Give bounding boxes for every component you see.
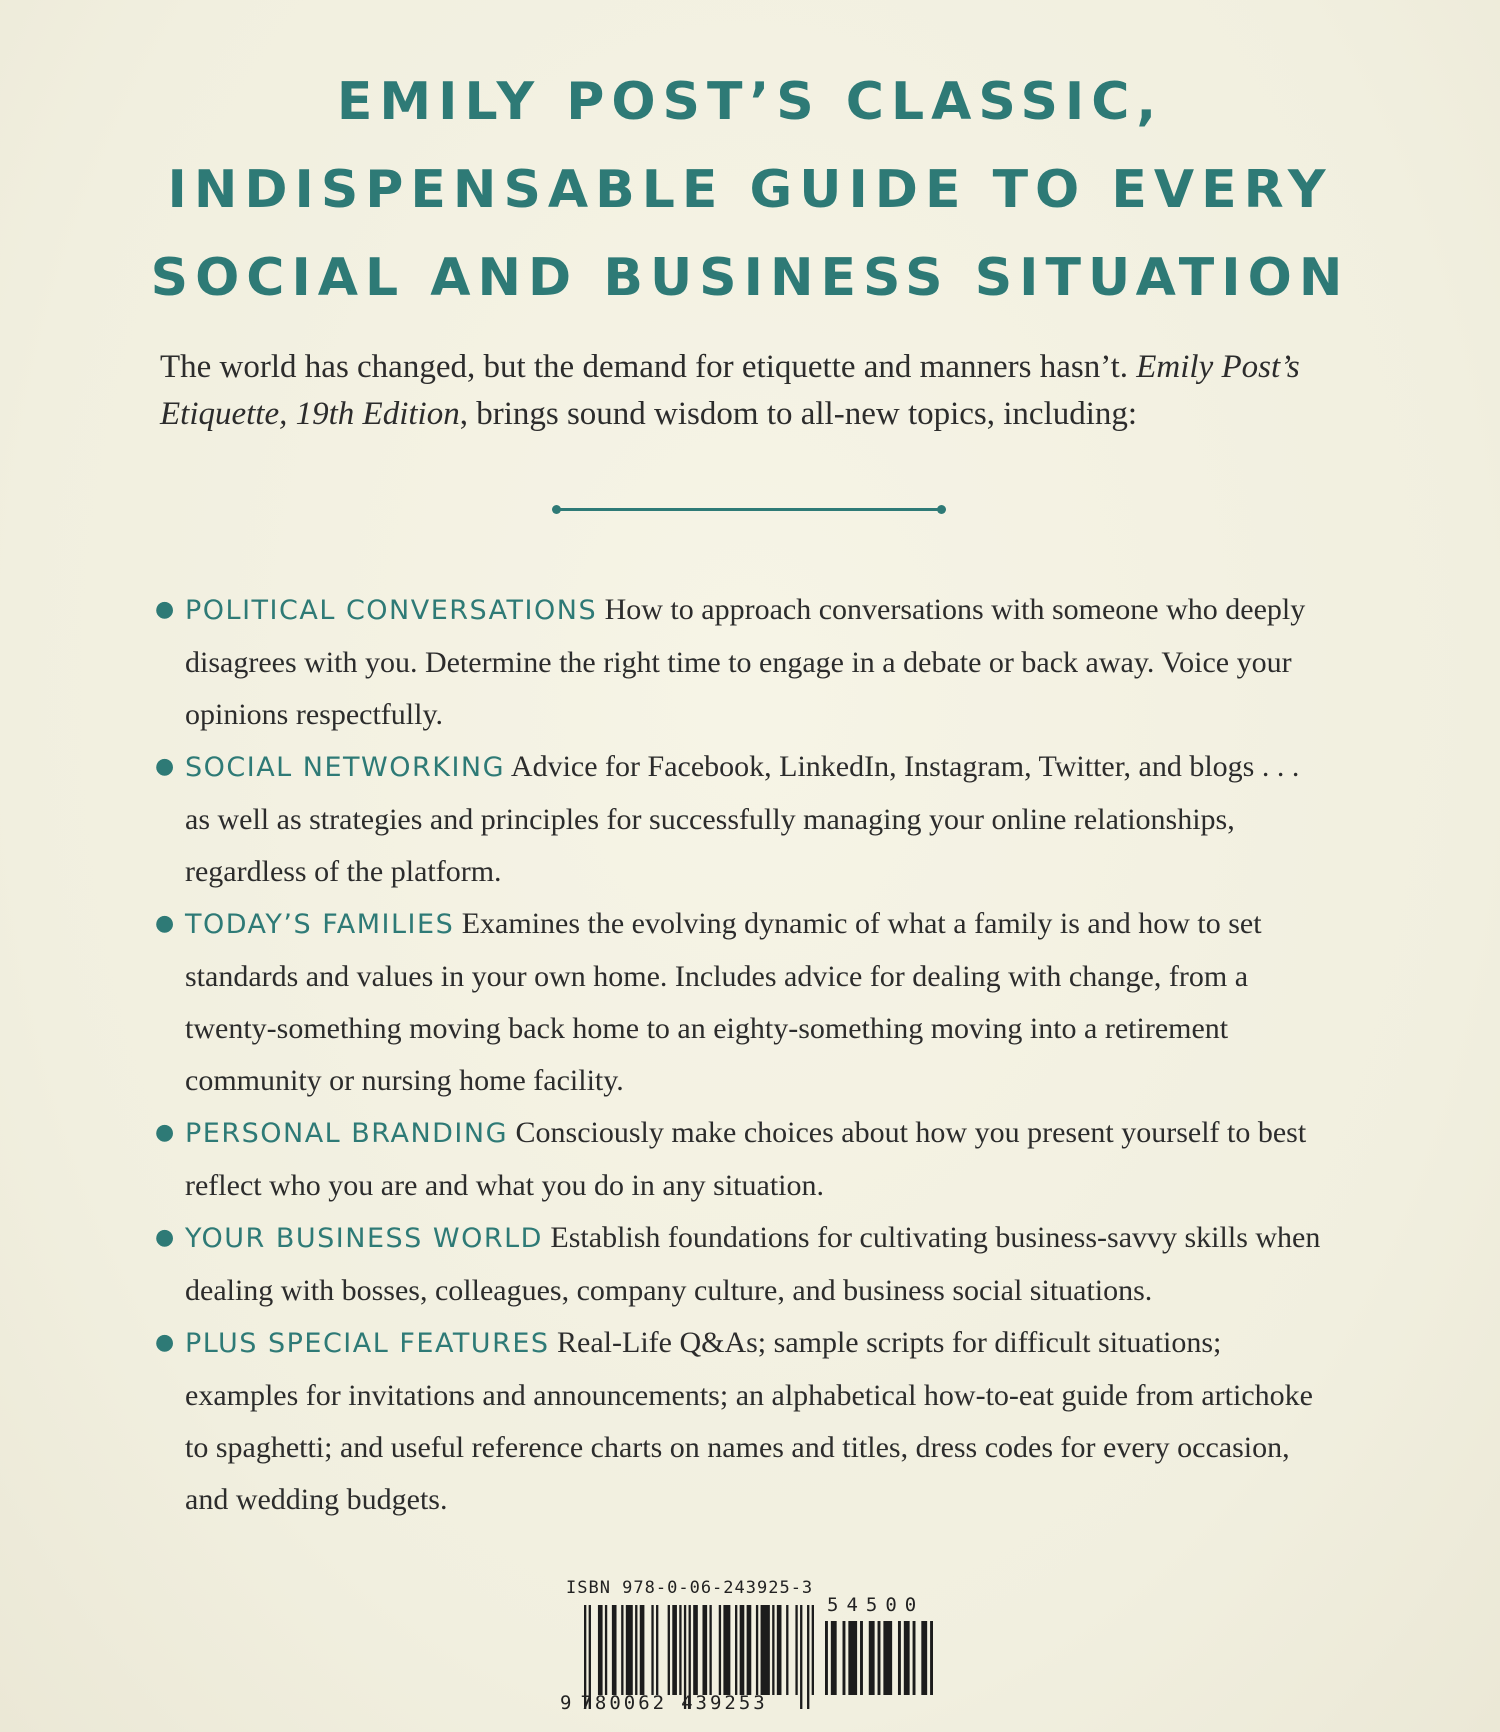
barcode-bar — [702, 1605, 707, 1695]
feature-item — [150, 1212, 1330, 1317]
feature-text: Advice for Facebook, LinkedIn, Instagram, Twitter, and blogs . . . as well as strategies and principles for successfully managing your online relationships, regardless of the platform. — [185, 750, 1300, 888]
feature-item — [150, 1317, 1330, 1526]
feature-heading: POLITICAL CONVERSATIONS — [185, 595, 598, 626]
barcode-bar — [777, 1605, 782, 1695]
barcode-bar — [640, 1605, 645, 1695]
feature-heading: PERSONAL BRANDING — [185, 1118, 509, 1149]
feature-item — [150, 898, 1330, 1107]
divider-dot-left — [552, 505, 561, 514]
barcode-bar — [860, 1621, 863, 1695]
bullet-icon: ● — [155, 1120, 175, 1145]
bullet-icon: ● — [155, 597, 175, 622]
barcode-addon-icon — [825, 1621, 933, 1709]
barcode-bar — [878, 1621, 881, 1695]
feature-item — [150, 584, 1330, 741]
feature-heading: TODAY’S FAMILIES — [185, 909, 455, 940]
barcode-bar — [668, 1605, 670, 1695]
barcode-bar — [921, 1621, 927, 1695]
headline-line-3: SOCIAL AND BUSINESS SITUATION — [150, 248, 1350, 308]
intro-book-title: Emily Post’s Etiquette, 19th Edition — [160, 349, 1300, 432]
barcode-bar — [800, 1605, 802, 1709]
bullet-icon: ● — [155, 911, 175, 936]
feature-text: Examines the evolving dynamic of what a family is and how to set standards and values in your own home. Includes advice for dealing with change, from a twenty-something moving back home to an eighty-something moving into a retirement community or nursing home facility. — [185, 907, 1262, 1097]
feature-text: Real-Life Q&As; sample scripts for difficult situations; examples for invitations and announcements; an alphabetical how-to-eat guide from artichoke to spaghetti; and useful reference charts on names and titles, dress codes for every occasion, and wedding budgets. — [185, 1326, 1313, 1516]
feature-heading: YOUR BUSINESS WORLD — [185, 1223, 543, 1254]
isbn-barcode — [560, 1578, 940, 1728]
barcode-bar — [843, 1621, 846, 1695]
bullet-icon: ● — [155, 1225, 175, 1250]
barcode-bar — [679, 1605, 681, 1695]
feature-text: Establish foundations for cultivating business-savvy skills when dealing with bosses, colleagues, company culture, and business social situations. — [185, 1221, 1321, 1307]
feature-item — [150, 1107, 1330, 1212]
ean-right-digits: 439253 — [681, 1692, 768, 1714]
barcode-bar — [693, 1605, 698, 1695]
intro-text-end: , brings sound wisdom to all-new topics, including: — [459, 396, 1138, 432]
feature-heading: SOCIAL NETWORKING — [185, 752, 506, 783]
ean-first-digit: 9 — [560, 1692, 575, 1714]
barcode-bar — [913, 1621, 916, 1695]
feature-list — [150, 584, 1330, 1526]
barcode-bar — [709, 1605, 711, 1695]
divider-rule — [556, 508, 942, 511]
bullet-icon: ● — [155, 754, 175, 779]
barcode-bar — [812, 1605, 814, 1695]
barcode-bar — [719, 1605, 721, 1695]
feature-heading: PLUS SPECIAL FEATURES — [185, 1328, 550, 1359]
barcode-bar — [651, 1605, 653, 1695]
barcode-bar — [621, 1605, 623, 1695]
barcode-bar — [756, 1605, 758, 1695]
barcode-bar — [772, 1605, 774, 1695]
bullet-icon: ● — [155, 1330, 175, 1355]
barcode-bar — [848, 1621, 857, 1695]
barcode-bar — [626, 1605, 633, 1695]
barcode-bar — [612, 1605, 617, 1695]
feature-item — [150, 741, 1330, 898]
headline — [100, 58, 1400, 322]
barcode-bar — [869, 1621, 875, 1695]
ean-left-digits: 780062 — [580, 1692, 668, 1714]
barcode-bar — [795, 1605, 797, 1695]
barcode-bar — [635, 1605, 637, 1695]
feature-text: Consciously make choices about how you present yourself to best reflect who you are and what you do in any situation. — [185, 1116, 1307, 1202]
intro-text-start: The world has changed, but the demand for etiquette and manners hasn’t. — [160, 349, 1137, 385]
headline-line-1: EMILY POST’S CLASSIC, — [336, 72, 1164, 132]
barcode-bar — [807, 1605, 809, 1709]
divider-dot-right — [937, 505, 946, 514]
feature-text: How to approach conversations with someone who deeply disagrees with you. Determine the right time to engage in a debate or back away. Voice your opinions respectfully. — [185, 593, 1306, 731]
barcode-bar — [747, 1605, 752, 1695]
barcode-bar — [898, 1621, 901, 1695]
barcode-bar — [904, 1621, 910, 1695]
barcode-bar — [605, 1605, 607, 1695]
barcode-bar — [598, 1605, 603, 1695]
barcode-bar — [656, 1605, 658, 1695]
barcode-bar — [786, 1605, 788, 1695]
intro-paragraph — [160, 344, 1360, 438]
isbn-number: ISBN 978-0-06-243925-3 — [566, 1578, 814, 1598]
barcode-bar — [761, 1605, 770, 1695]
barcode-bar — [825, 1621, 828, 1695]
headline-line-2: INDISPENSABLE GUIDE TO EVERY — [167, 160, 1333, 220]
price-addon-digits: 54500 — [827, 1594, 925, 1616]
barcode-bar — [723, 1605, 730, 1695]
barcode-bar — [672, 1605, 677, 1695]
barcode-bar — [740, 1605, 745, 1695]
barcode-bar — [883, 1621, 892, 1695]
ean-digits — [560, 1692, 768, 1714]
barcode-bar — [735, 1605, 737, 1695]
barcode-bar — [930, 1621, 933, 1695]
barcode-bar — [831, 1621, 837, 1695]
